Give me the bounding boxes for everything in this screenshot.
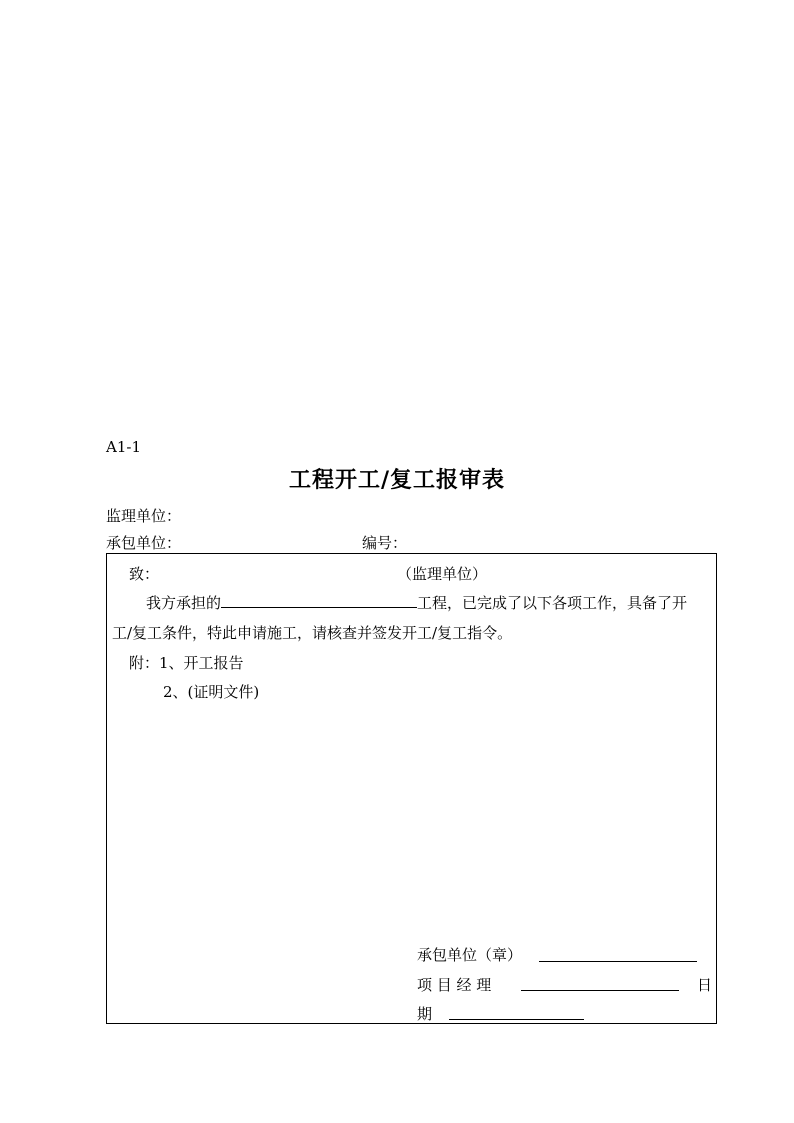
paragraph-prefix: 我方承担的 [146, 594, 222, 612]
sign-date-qi: 期 [417, 1005, 433, 1023]
page-title: 工程开工/复工报审表 [288, 467, 506, 493]
form-box [106, 553, 717, 1024]
sign-manager-label: 项 目 经 理 [417, 976, 492, 994]
project-name-blank[interactable] [221, 607, 417, 608]
sign-contractor-blank[interactable] [539, 946, 697, 962]
attachment-1: 附：1、开工报告 [129, 654, 244, 672]
paragraph-line-1 [146, 592, 687, 613]
paragraph-suffix: 工程，已完成了以下各项工作，具备了开 [417, 594, 688, 612]
sign-manager-blank[interactable] [521, 975, 679, 991]
to-suffix: （监理单位） [397, 565, 488, 583]
supervision-unit-label: 监理单位： [106, 507, 182, 525]
attachment-2: 2、(证明文件) [163, 683, 260, 701]
form-code: A1-1 [106, 438, 141, 456]
to-label: 致： [129, 565, 160, 583]
sign-date-blank[interactable] [449, 1004, 584, 1020]
serial-number-label: 编号： [362, 534, 408, 552]
contractor-unit-label: 承包单位： [106, 534, 182, 552]
paragraph-line-2: 工/复工条件，特此申请施工，请核查并签发开工/复工指令。 [112, 624, 513, 642]
sign-contractor-label: 承包单位（章） [417, 946, 523, 964]
sign-date-ri: 日 [697, 976, 713, 994]
